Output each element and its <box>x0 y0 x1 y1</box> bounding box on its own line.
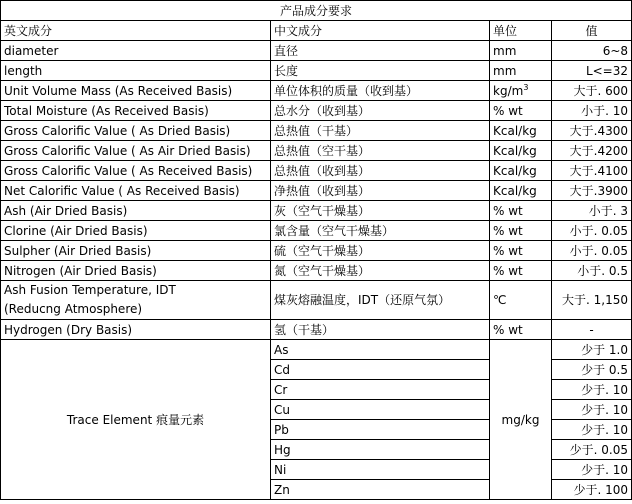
unit-text: mm <box>493 43 517 58</box>
trace-element-label[interactable]: Trace Element 痕量元素 <box>1 340 271 500</box>
english-name-cell[interactable]: Gross Calorific Value ( As Received Basis) <box>1 161 271 181</box>
chinese-name-cell[interactable]: 氢（干基） <box>271 320 490 340</box>
english-name-cell[interactable] <box>1 281 271 320</box>
value-cell[interactable]: 大于.4100 <box>552 161 632 181</box>
trace-element-value[interactable]: 少于. 0.05 <box>552 440 632 460</box>
table-row <box>1 241 632 261</box>
chinese-name-cell[interactable]: 煤灰熔融温度，IDT（还原气氛） <box>271 281 490 320</box>
chinese-name-cell[interactable]: 总热值（干基） <box>271 121 490 141</box>
english-name-cell[interactable]: Net Calorific Value ( As Received Basis) <box>1 181 271 201</box>
trace-element-name[interactable]: Hg <box>271 440 490 460</box>
unit-cell[interactable] <box>490 121 552 141</box>
table-row <box>1 181 632 201</box>
unit-text: % wt <box>493 263 523 278</box>
trace-element-value[interactable]: 少于. 10 <box>552 380 632 400</box>
unit-text: Kcal/kg <box>493 163 537 178</box>
unit-text: mm <box>493 63 517 78</box>
trace-element-name[interactable]: As <box>271 340 490 360</box>
english-name-cell[interactable]: length <box>1 61 271 81</box>
unit-cell[interactable] <box>490 101 552 121</box>
header-row <box>1 21 632 41</box>
english-name-cell[interactable]: Hydrogen (Dry Basis) <box>1 320 271 340</box>
unit-text: Kcal/kg <box>493 143 537 158</box>
trace-element-value[interactable]: 少于 1.0 <box>552 340 632 360</box>
trace-element-row <box>1 340 632 360</box>
table-row <box>1 121 632 141</box>
chinese-name-cell[interactable]: 单位体积的质量（收到基） <box>271 81 490 101</box>
chinese-name-cell[interactable]: 总水分（收到基） <box>271 101 490 121</box>
chinese-name-cell[interactable]: 总热值（空干基） <box>271 141 490 161</box>
unit-cell[interactable] <box>490 241 552 261</box>
english-name-cell[interactable]: Total Moisture (As Received Basis) <box>1 101 271 121</box>
trace-element-name[interactable]: Cr <box>271 380 490 400</box>
value-cell[interactable]: 小于. 0.05 <box>552 241 632 261</box>
table-row <box>1 141 632 161</box>
trace-element-value[interactable]: 少于. 10 <box>552 400 632 420</box>
chinese-name-cell[interactable]: 净热值（收到基） <box>271 181 490 201</box>
unit-superscript: 3 <box>523 82 529 92</box>
table-row <box>1 201 632 221</box>
value-cell[interactable]: - <box>552 320 632 340</box>
value-cell[interactable]: 小于. 0.05 <box>552 221 632 241</box>
english-name-cell[interactable]: Gross Calorific Value ( As Dried Basis) <box>1 121 271 141</box>
trace-element-unit[interactable]: mg/kg <box>490 340 552 500</box>
value-cell[interactable]: 大于. 600 <box>552 81 632 101</box>
unit-text: % wt <box>493 243 523 258</box>
unit-cell[interactable] <box>490 201 552 221</box>
chinese-name-cell[interactable]: 长度 <box>271 61 490 81</box>
english-line-2: (Reducng Atmosphere) <box>4 302 143 316</box>
unit-cell[interactable] <box>490 141 552 161</box>
unit-cell[interactable]: ℃ <box>490 281 552 320</box>
value-cell[interactable]: 小于. 0.5 <box>552 261 632 281</box>
trace-element-value[interactable]: 少于. 10 <box>552 460 632 480</box>
value-cell[interactable]: 大于.3900 <box>552 181 632 201</box>
chinese-name-cell[interactable]: 灰（空气干燥基） <box>271 201 490 221</box>
unit-cell[interactable] <box>490 41 552 61</box>
unit-cell[interactable] <box>490 221 552 241</box>
unit-text: % wt <box>493 223 523 238</box>
value-cell[interactable]: 大于. 1,150 <box>552 281 632 320</box>
chinese-name-cell[interactable]: 硫（空气干燥基） <box>271 241 490 261</box>
unit-text: % wt <box>493 103 523 118</box>
unit-cell[interactable] <box>490 181 552 201</box>
table-row <box>1 261 632 281</box>
english-name-cell[interactable]: Ash (Air Dried Basis) <box>1 201 271 221</box>
unit-cell[interactable] <box>490 161 552 181</box>
trace-element-value[interactable]: 少于. 100 <box>552 480 632 500</box>
value-cell[interactable]: 大于.4200 <box>552 141 632 161</box>
unit-text: Kcal/kg <box>493 183 537 198</box>
unit-cell[interactable] <box>490 81 552 101</box>
header-english[interactable]: 英文成分 <box>1 21 271 41</box>
chinese-name-cell[interactable]: 氯含量（空气干燥基） <box>271 221 490 241</box>
unit-text: Kcal/kg <box>493 123 537 138</box>
table-row <box>1 81 632 101</box>
value-cell[interactable]: 6~8 <box>552 41 632 61</box>
header-unit[interactable]: 单位 <box>490 21 552 41</box>
english-line-1: Ash Fusion Temperature, IDT <box>4 283 176 297</box>
unit-text: % wt <box>493 203 523 218</box>
chinese-name-cell[interactable]: 氮（空气干燥基） <box>271 261 490 281</box>
trace-element-value[interactable]: 少于. 10 <box>552 420 632 440</box>
table-row-hydrogen <box>1 320 632 340</box>
unit-cell[interactable] <box>490 61 552 81</box>
trace-element-name[interactable]: Cd <box>271 360 490 380</box>
value-cell[interactable]: L<=32 <box>552 61 632 81</box>
table-title[interactable]: 产品成分要求 <box>1 1 632 21</box>
table-row-ash-fusion <box>1 281 632 320</box>
english-name-cell[interactable]: Nitrogen (Air Dried Basis) <box>1 261 271 281</box>
english-name-cell[interactable]: Gross Calorific Value ( As Air Dried Basis) <box>1 141 271 161</box>
unit-text: kg/m <box>493 83 524 98</box>
table-row <box>1 61 632 81</box>
table-row <box>1 221 632 241</box>
trace-element-value[interactable]: 少于 0.5 <box>552 360 632 380</box>
header-value[interactable]: 值 <box>552 21 632 41</box>
english-name-cell[interactable]: Clorine (Air Dried Basis) <box>1 221 271 241</box>
chinese-name-cell[interactable]: 总热值（收到基） <box>271 161 490 181</box>
trace-element-name[interactable]: Pb <box>271 420 490 440</box>
english-name-cell[interactable]: diameter <box>1 41 271 61</box>
table-row <box>1 161 632 181</box>
trace-element-name[interactable]: Zn <box>271 480 490 500</box>
trace-element-name[interactable]: Ni <box>271 460 490 480</box>
title-row <box>1 1 632 21</box>
value-cell[interactable]: 大于.4300 <box>552 121 632 141</box>
english-name-cell[interactable]: Unit Volume Mass (As Received Basis) <box>1 81 271 101</box>
table-row <box>1 41 632 61</box>
trace-element-name[interactable]: Cu <box>271 400 490 420</box>
english-name-cell[interactable]: Sulpher (Air Dried Basis) <box>1 241 271 261</box>
value-cell[interactable]: 小于. 10 <box>552 101 632 121</box>
table-row <box>1 101 632 121</box>
unit-cell[interactable]: % wt <box>490 320 552 340</box>
header-chinese[interactable]: 中文成分 <box>271 21 490 41</box>
chinese-name-cell[interactable]: 直径 <box>271 41 490 61</box>
unit-cell[interactable] <box>490 261 552 281</box>
value-cell[interactable]: 小于. 3 <box>552 201 632 221</box>
